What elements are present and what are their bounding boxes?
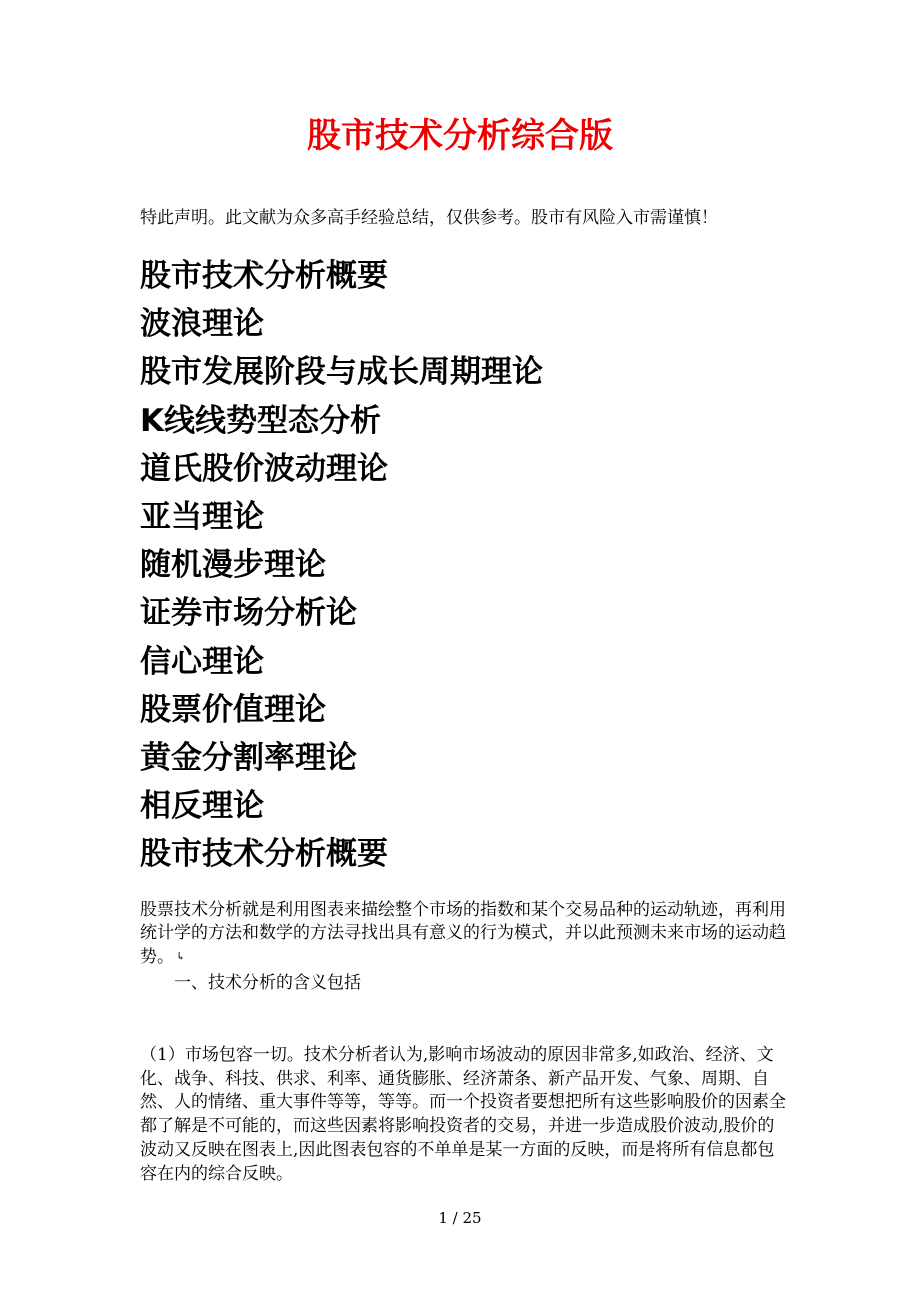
page-number: 1 / 25 <box>438 1209 482 1227</box>
toc-item: 亚当理论 <box>140 498 264 535</box>
toc-item: 相反理论 <box>140 788 264 825</box>
disclaimer: 特此声明。此文献为众多高手经验总结，仅供参考。股市有风险入市需谨慎！ <box>140 208 718 228</box>
section-subheading: 一、技术分析的含义包括 <box>174 973 361 993</box>
intro-paragraph <box>140 899 800 969</box>
body-paragraph: （1）市场包容一切。技术分析者认为,影响市场波动的原因非常多,如政治、经济、文化、战争、科技、供求、利率、通货膨胀、经济萧条、新产品开发、气象、周期、自然、人的情绪、重大事件等等，等等。而一个投资者要想把所有这些影响股价的因素全都了解是不可能的，而这些因素将影响投资者的交易，并进一步造成股价波动,股价的波动又反映在图表上,因此图表包容的不单单是某一方面的反映，而是将所有信息都包容在内的综合反映。 <box>140 1045 786 1184</box>
toc-item: 波浪理论 <box>140 306 264 343</box>
page-title: 股市技术分析综合版 <box>307 116 613 156</box>
toc-item: 股票价值理论 <box>140 691 326 728</box>
intro-text: 股票技术分析就是利用图表来描绘整个市场的指数和某个交易品种的运动轨迹，再利用统计学的方法和数学的方法寻找出具有意义的行为模式，并以此预测未来市场的运动趋势。 <box>140 900 786 967</box>
paragraph-mark-icon: ↳ <box>176 950 186 963</box>
toc-item: 股市发展阶段与成长周期理论 <box>140 354 543 391</box>
table-of-contents <box>140 252 543 878</box>
toc-item: 黄金分割率理论 <box>140 739 357 776</box>
toc-item: 随机漫步理论 <box>140 547 326 584</box>
toc-item: K线线势型态分析 <box>140 402 382 439</box>
toc-item: 信心理论 <box>140 643 264 680</box>
toc-item: 股市技术分析概要 <box>140 836 388 873</box>
toc-item: 证券市场分析论 <box>140 595 357 632</box>
toc-item: 股市技术分析概要 <box>140 258 388 294</box>
toc-item: 道氏股价波动理论 <box>140 450 388 487</box>
